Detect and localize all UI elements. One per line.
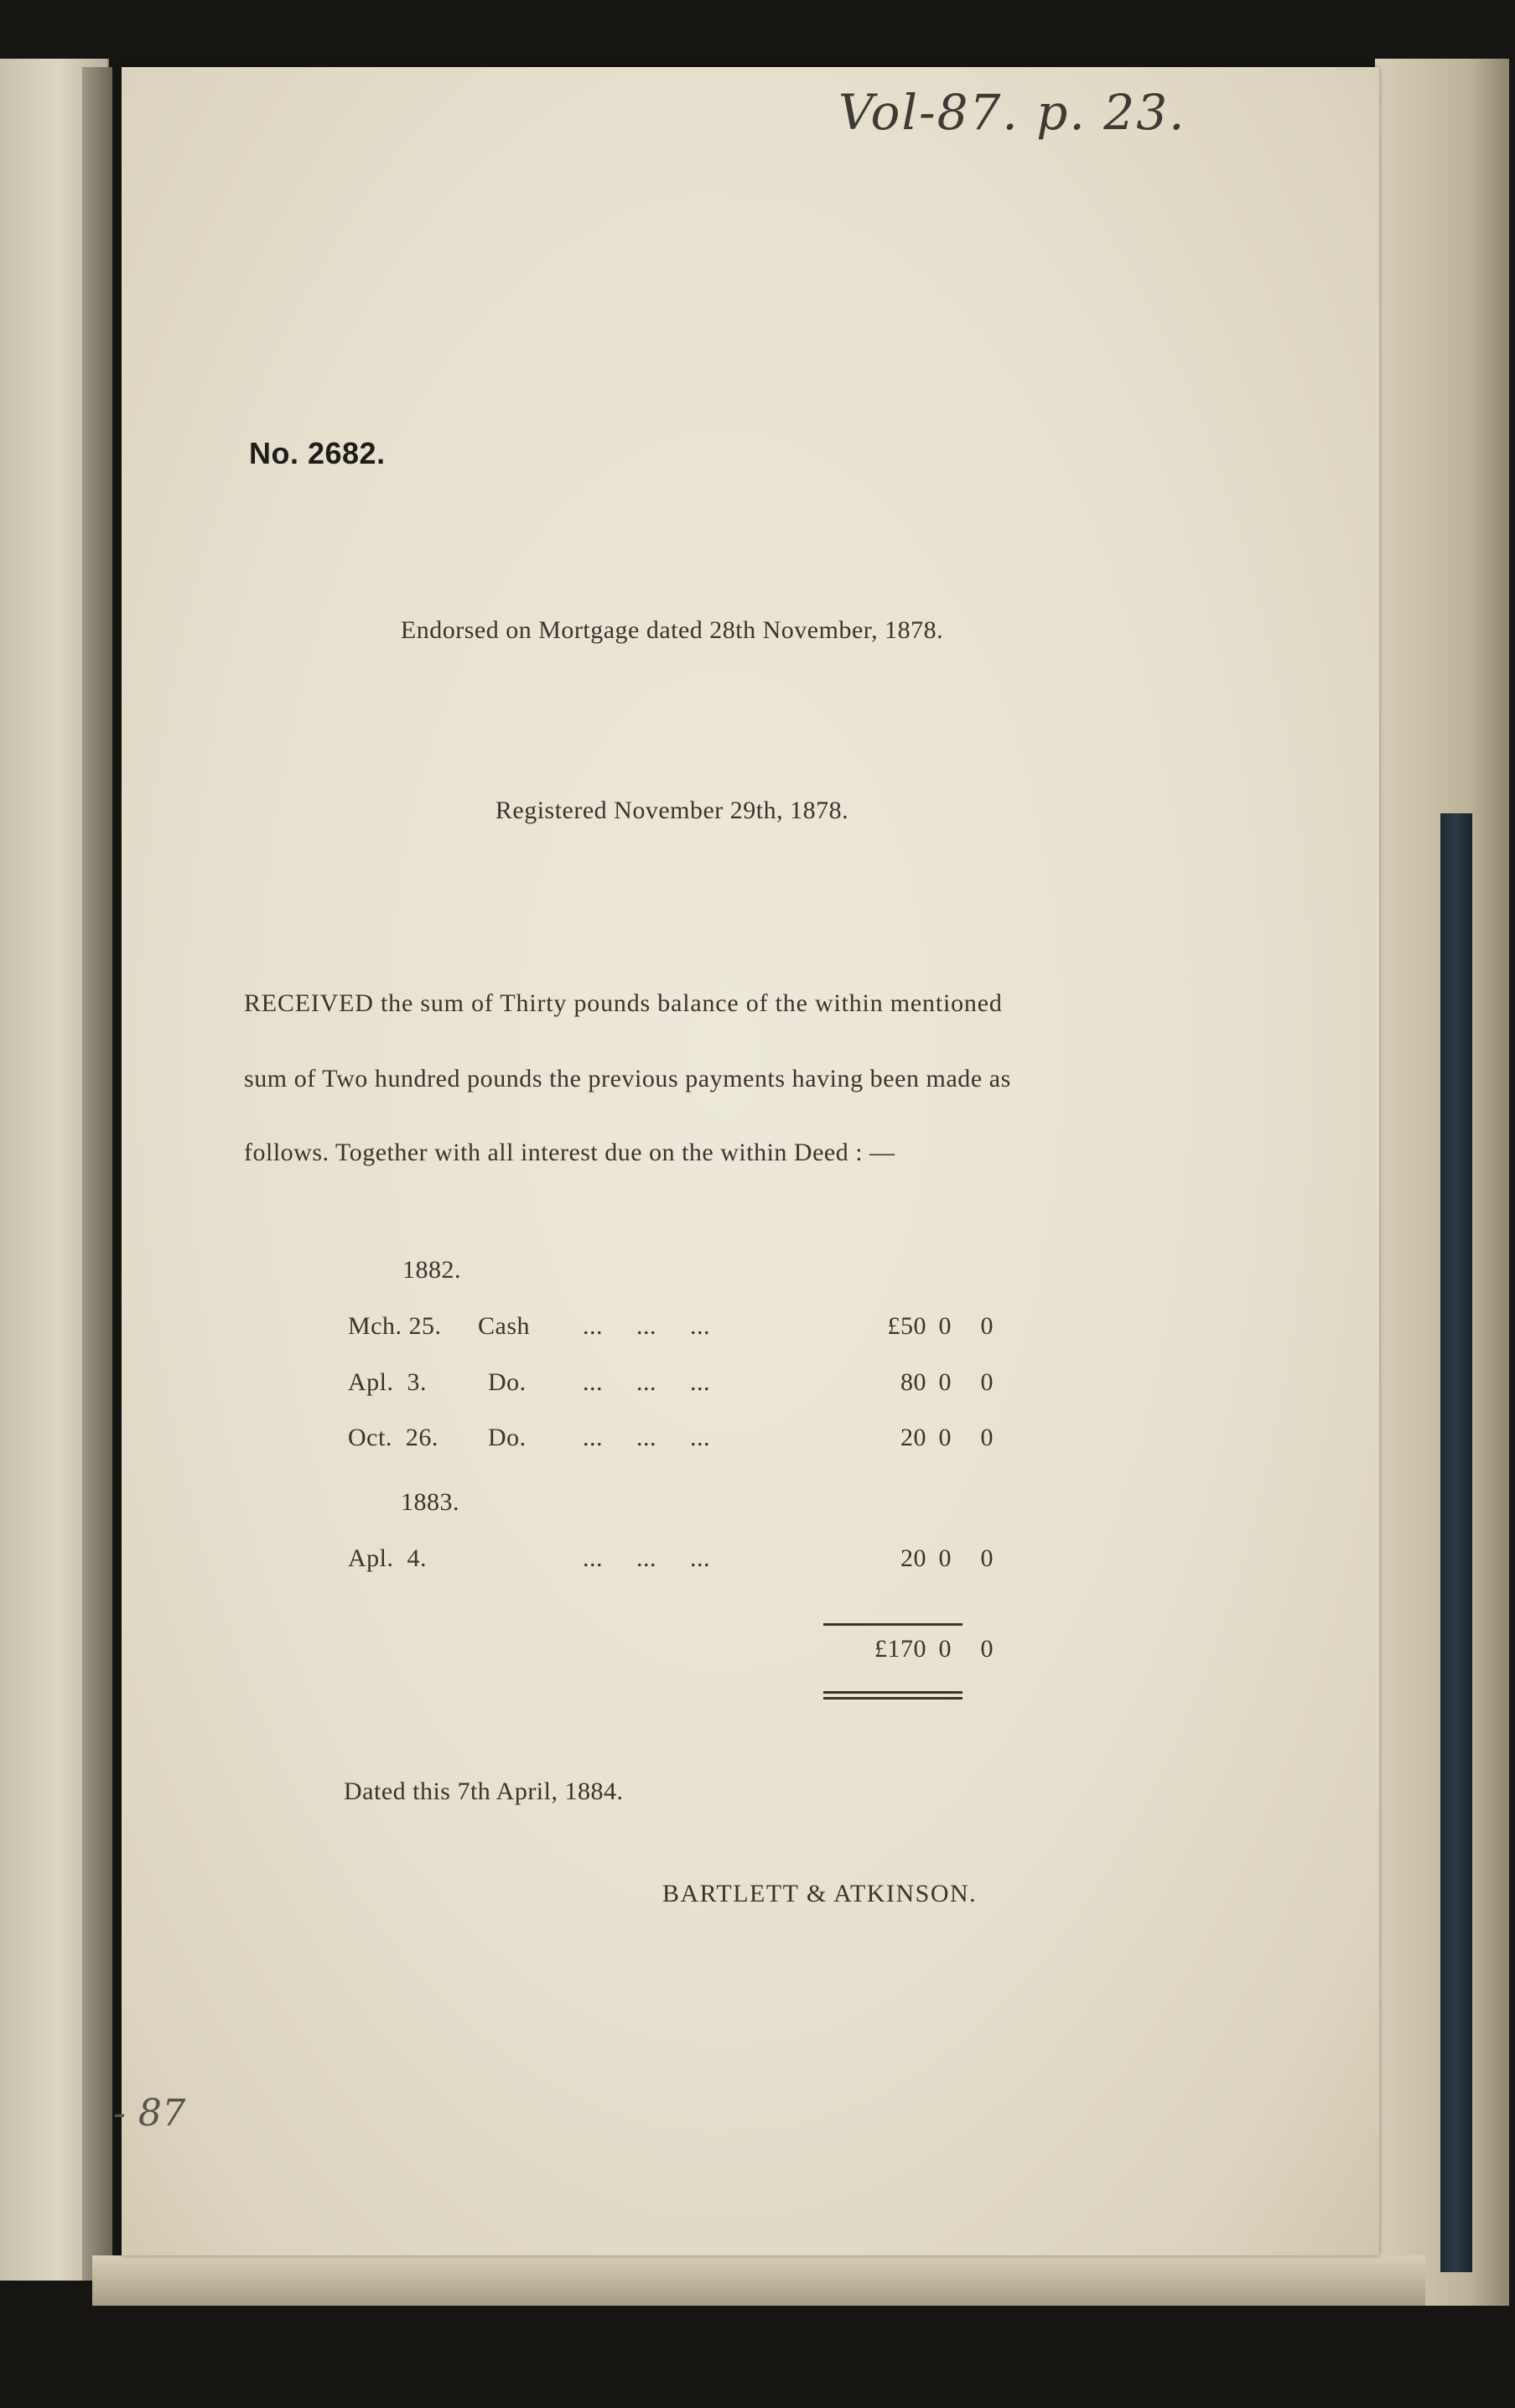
left-page-edge	[82, 67, 112, 2281]
dated-line: Dated this 7th April, 1884.	[344, 1777, 624, 1805]
total-pence: 0	[980, 1635, 994, 1663]
amount-shillings: 0	[938, 1424, 952, 1451]
amount-shillings: 0	[938, 1312, 952, 1340]
payment-date: Mch. 25.	[348, 1312, 442, 1340]
document-number: No. 2682.	[249, 436, 386, 470]
total-rule-bottom-1	[823, 1691, 962, 1694]
payment-description: Do.	[488, 1368, 527, 1396]
leader-dots: ... ... ...	[583, 1544, 710, 1572]
amount-shillings: 0	[938, 1544, 952, 1572]
endorsement-line: Endorsed on Mortgage dated 28th November, 1878.	[400, 616, 944, 644]
leader-dots: ... ... ...	[583, 1368, 710, 1396]
amount-pence: 0	[980, 1312, 994, 1340]
payment-date: Apl. 3.	[348, 1368, 427, 1396]
bottom-page-edge	[92, 2255, 1425, 2306]
amount-pounds: 20	[900, 1544, 926, 1572]
payment-date: Apl. 4.	[348, 1544, 427, 1572]
total-pounds: £170	[874, 1635, 926, 1663]
total-rule-bottom-2	[823, 1697, 962, 1700]
total-rule-top	[823, 1623, 962, 1626]
body-line: sum of Two hundred pounds the previous payments having been made as	[244, 1065, 1011, 1092]
amount-pounds: 80	[900, 1368, 926, 1396]
payment-description: Do.	[488, 1424, 527, 1451]
leader-dots: ... ... ...	[583, 1424, 710, 1451]
year-heading: 1882.	[402, 1256, 461, 1284]
amount-pounds: 20	[900, 1424, 926, 1451]
amount-pence: 0	[980, 1544, 994, 1572]
body-line: RECEIVED the sum of Thirty pounds balance of the within mentioned	[244, 989, 1003, 1017]
handwritten-volume-reference: Vol-87. p. 23.	[838, 84, 1186, 141]
margin-pencil-note: - 87	[113, 2092, 186, 2135]
amount-shillings: 0	[938, 1368, 952, 1396]
document-page	[122, 67, 1379, 2255]
payment-description: Cash	[478, 1312, 530, 1340]
leader-dots: ... ... ...	[583, 1312, 710, 1340]
year-heading: 1883.	[401, 1488, 459, 1516]
amount-pounds: £50	[887, 1312, 926, 1340]
amount-pence: 0	[980, 1424, 994, 1451]
total-shillings: 0	[938, 1635, 952, 1663]
signature: BARTLETT & ATKINSON.	[662, 1880, 978, 1907]
body-line: follows. Together with all interest due on the within Deed : —	[244, 1139, 895, 1166]
payment-date: Oct. 26.	[348, 1424, 438, 1451]
amount-pence: 0	[980, 1368, 994, 1396]
registration-line: Registered November 29th, 1878.	[495, 797, 849, 824]
blue-binding-strip	[1440, 813, 1472, 2272]
